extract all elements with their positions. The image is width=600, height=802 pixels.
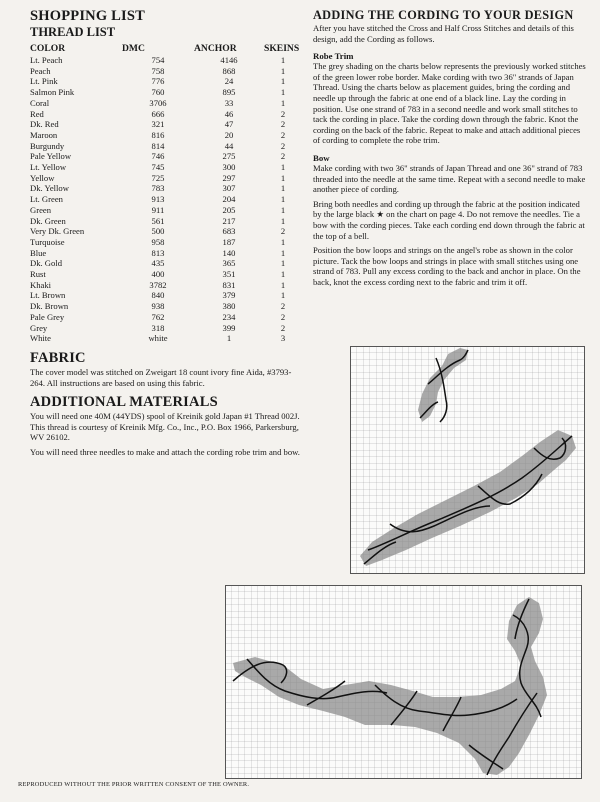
anchor-cell: 365 — [222, 258, 236, 269]
thread-list-title: THREAD LIST — [30, 25, 116, 39]
dmc-cell: 762 — [151, 311, 165, 322]
robe-trim-title: Robe Trim — [313, 51, 354, 62]
table-row — [30, 226, 302, 237]
dmc-header: DMC — [122, 43, 145, 54]
materials-text-1: You will need one 40M (44YDS) spool of Kreinik gold Japan #1 Thread 002J. This thread is courtesy of Kreinik Mfg. Co., Inc., P.O. Box 1966, Parkersburg, WV 26102. — [30, 411, 300, 443]
dmc-cell: 816 — [151, 129, 165, 140]
chart-grid — [350, 346, 585, 574]
dmc-cell: 725 — [151, 172, 165, 183]
skeins-cell: 1 — [280, 76, 286, 87]
color-cell: Burgundy — [30, 140, 65, 151]
thread-table — [30, 42, 302, 344]
anchor-cell: 399 — [222, 322, 236, 333]
table-row — [30, 162, 302, 173]
dmc-cell: 3706 — [149, 97, 167, 108]
color-cell: Red — [30, 108, 44, 119]
anchor-cell: 187 — [222, 236, 236, 247]
anchor-cell: 24 — [224, 76, 234, 87]
right-column — [313, 8, 588, 287]
anchor-cell: 868 — [222, 65, 236, 76]
color-cell: Khaki — [30, 279, 52, 290]
dmc-cell: 400 — [151, 269, 165, 280]
anchor-cell: 44 — [224, 140, 234, 151]
table-row — [30, 98, 302, 109]
table-row — [30, 290, 302, 301]
color-cell: Turquoise — [30, 236, 65, 247]
bow-text-3: Position the bow loops and strings on the angel's robe as shown in the color picture. Tack the bow loops and strings in place with small stitches using one strand of 783. Pull any excess cording to the back and anchor in place. On the back, knot the excess cording next to the fabric and trim it off. — [313, 245, 581, 287]
skeins-cell: 2 — [280, 322, 286, 333]
color-cell: Dk. Green — [30, 215, 66, 226]
anchor-cell: 140 — [222, 247, 236, 258]
color-cell: White — [30, 333, 51, 344]
fabric-title: FABRIC — [30, 349, 86, 366]
dmc-cell: 813 — [151, 247, 165, 258]
anchor-cell: 380 — [222, 301, 236, 312]
materials-title: ADDITIONAL MATERIALS — [30, 394, 218, 411]
skeins-cell: 1 — [280, 290, 286, 301]
dmc-cell: 840 — [151, 290, 165, 301]
color-cell: Pale Grey — [30, 311, 65, 322]
skeins-cell: 2 — [280, 311, 286, 322]
cording-intro: After you have stitched the Cross and Half Cross Stitches and details of this design, add the Cording as follows. — [313, 23, 574, 44]
skeins-cell: 1 — [280, 215, 286, 226]
dmc-cell: 758 — [151, 65, 165, 76]
dmc-cell: white — [148, 333, 168, 344]
skeins-cell: 2 — [280, 140, 286, 151]
anchor-cell: 204 — [222, 194, 236, 205]
table-row — [30, 323, 302, 334]
anchor-header: ANCHOR — [194, 43, 237, 54]
dmc-cell: 666 — [151, 108, 165, 119]
table-row — [30, 66, 302, 77]
skeins-cell: 1 — [280, 269, 286, 280]
anchor-cell: 307 — [222, 183, 236, 194]
dmc-cell: 913 — [151, 194, 165, 205]
dmc-cell: 561 — [151, 215, 165, 226]
table-row — [30, 269, 302, 280]
color-cell: Dk. Red — [30, 119, 59, 130]
table-row — [30, 76, 302, 87]
table-row — [30, 141, 302, 152]
cording-title: ADDING THE CORDING TO YOUR DESIGN — [313, 8, 574, 22]
anchor-cell: 351 — [222, 269, 236, 280]
table-row — [30, 205, 302, 216]
color-cell: Salmon Pink — [30, 87, 75, 98]
dmc-cell: 760 — [151, 87, 165, 98]
dmc-cell: 500 — [151, 226, 165, 237]
table-row — [30, 194, 302, 205]
anchor-cell: 275 — [222, 151, 236, 162]
color-cell: Lt. Pink — [30, 76, 58, 87]
anchor-cell: 297 — [222, 172, 236, 183]
color-cell: Pale Yellow — [30, 151, 72, 162]
color-cell: Blue — [30, 247, 47, 258]
bow-title: Bow — [313, 152, 330, 163]
copyright-footer: REPRODUCED WITHOUT THE PRIOR WRITTEN CONSENT OF THE OWNER. — [18, 781, 250, 788]
skeins-cell: 2 — [280, 129, 286, 140]
table-row — [30, 87, 302, 98]
dmc-cell: 318 — [151, 322, 165, 333]
skeins-cell: 2 — [280, 119, 286, 130]
table-row — [30, 173, 302, 184]
dmc-cell: 958 — [151, 236, 165, 247]
dmc-cell: 746 — [151, 151, 165, 162]
anchor-cell: 300 — [222, 162, 236, 173]
skeins-cell: 1 — [280, 97, 286, 108]
color-cell: Rust — [30, 269, 46, 280]
color-cell: Yellow — [30, 172, 55, 183]
anchor-cell: 683 — [222, 226, 236, 237]
chart-grid — [225, 585, 582, 779]
color-cell: Green — [30, 204, 51, 215]
table-row — [30, 280, 302, 291]
color-cell: Dk. Yellow — [30, 183, 69, 194]
skeins-cell: 1 — [280, 279, 286, 290]
anchor-cell: 46 — [224, 108, 234, 119]
table-row — [30, 183, 302, 194]
anchor-cell: 831 — [222, 279, 236, 290]
fabric-text: The cover model was stitched on Zweigart 18 count ivory fine Aida, #3793-264. All instructions are based on using this fabric. — [30, 366, 292, 388]
robe-trim-text: The grey shading on the charts below represents the previously worked stitches of the green lower robe border. Make cording with two 36" strands of Japan Thread. Using the charts below as placement guides, bring the cording and needle up through the fabric at one end of a black line. Lay the cording in position. Use one strand of 783 in a second needle and work small stitches to tack the cording in place. Take the cording down through the fabric. Knot the cording on the back of the fabric. Repeat to make and attach additional pieces of cording to complete the robe trim. — [313, 61, 586, 146]
table-row — [30, 119, 302, 130]
table-row — [30, 333, 302, 344]
skeins-cell: 1 — [280, 194, 286, 205]
dmc-cell: 783 — [151, 183, 165, 194]
left-column — [30, 8, 302, 458]
skeins-cell: 1 — [280, 87, 286, 98]
dmc-cell: 745 — [151, 162, 165, 173]
color-cell: Peach — [30, 65, 51, 76]
anchor-cell: 379 — [222, 290, 236, 301]
table-row — [30, 109, 302, 120]
thread-table-header — [30, 42, 302, 55]
bow-text-2: Bring both needles and cording up through the fabric at the position indicated by the large black ★ on the chart on page 4. Do not remove the needles. Tie a bow with the cording pieces. Take each cording end down through the fabric at the top of a bell. — [313, 198, 585, 241]
table-row — [30, 248, 302, 259]
robe-trim-chart-upper — [350, 346, 585, 574]
color-header: COLOR — [30, 43, 66, 54]
skeins-header: SKEINS — [264, 43, 300, 54]
skeins-cell: 3 — [280, 333, 286, 344]
color-cell: Dk. Gold — [30, 258, 62, 269]
thread-table-body — [30, 55, 302, 344]
color-cell: Lt. Yellow — [30, 162, 67, 173]
skeins-cell: 1 — [280, 258, 286, 269]
dmc-cell: 3782 — [149, 279, 167, 290]
skeins-cell: 1 — [280, 183, 286, 194]
color-cell: Lt. Brown — [30, 290, 66, 301]
table-row — [30, 301, 302, 312]
bow-text-1: Make cording with two 36" strands of Japan Thread and one 36" strand of 783 threaded into the needle at the same time. Repeat with a second needle to make another piece of cording. — [313, 162, 586, 195]
table-row — [30, 151, 302, 162]
table-row — [30, 130, 302, 141]
anchor-cell: 234 — [222, 311, 236, 322]
table-row — [30, 55, 302, 66]
shopping-list-title: SHOPPING LIST — [30, 8, 146, 24]
skeins-cell: 1 — [280, 55, 286, 65]
dmc-cell: 938 — [151, 301, 165, 312]
table-row — [30, 312, 302, 323]
anchor-cell: 33 — [224, 97, 234, 108]
materials-text-2: You will need three needles to make and attach the cording robe trim and bow. — [30, 446, 300, 457]
anchor-cell: 20 — [224, 129, 234, 140]
skeins-cell: 2 — [280, 108, 286, 119]
skeins-cell: 1 — [280, 172, 286, 183]
color-cell: Coral — [30, 97, 50, 108]
anchor-cell: 895 — [222, 87, 236, 98]
robe-trim-chart-lower — [225, 585, 582, 779]
anchor-cell: 205 — [222, 204, 236, 215]
dmc-cell: 321 — [151, 119, 165, 130]
skeins-cell: 1 — [280, 236, 286, 247]
color-cell: Maroon — [30, 129, 58, 140]
anchor-cell: 47 — [224, 119, 234, 130]
color-cell: Lt. Green — [30, 194, 63, 205]
skeins-cell: 2 — [280, 151, 286, 162]
dmc-cell: 754 — [151, 55, 165, 65]
skeins-cell: 1 — [280, 204, 286, 215]
table-row — [30, 216, 302, 227]
skeins-cell: 2 — [280, 226, 286, 237]
table-row — [30, 237, 302, 248]
dmc-cell: 776 — [151, 76, 165, 87]
skeins-cell: 1 — [280, 162, 286, 173]
dmc-cell: 435 — [151, 258, 165, 269]
skeins-cell: 2 — [280, 301, 286, 312]
skeins-cell: 1 — [280, 247, 286, 258]
dmc-cell: 911 — [151, 204, 165, 215]
dmc-cell: 814 — [151, 140, 165, 151]
color-cell: Very Dk. Green — [30, 226, 85, 237]
anchor-cell: 4146 — [220, 55, 238, 65]
color-cell: Grey — [30, 322, 48, 333]
anchor-cell: 217 — [222, 215, 236, 226]
table-row — [30, 258, 302, 269]
color-cell: Lt. Peach — [30, 55, 63, 65]
skeins-cell: 1 — [280, 65, 286, 76]
anchor-cell: 1 — [226, 333, 232, 344]
color-cell: Dk. Brown — [30, 301, 69, 312]
